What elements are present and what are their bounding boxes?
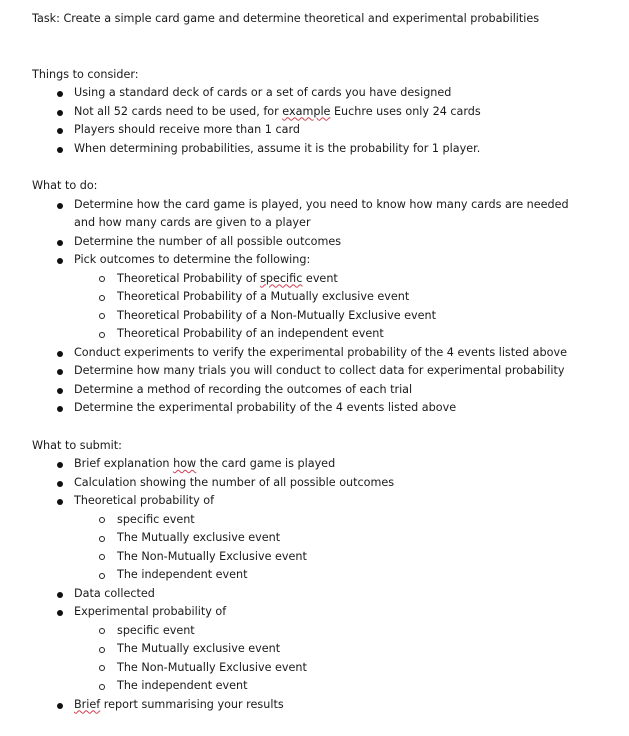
todo-subitem: Theoretical Probability of an independent event: [32, 325, 592, 344]
consider-item: Not all 52 cards need to be used, for example Euchre uses only 24 cards: [32, 103, 592, 122]
consider-item: When determining probabilities, assume it is the probability for 1 player.: [32, 140, 592, 159]
submit-item: Brief explanation how the card game is played: [32, 455, 592, 474]
theoretical-subitem: The independent event: [32, 566, 592, 585]
consider-list: [32, 84, 592, 158]
theoretical-subitem: The Non-Mutually Exclusive event: [32, 548, 592, 567]
document-body: [32, 10, 592, 714]
task-line: Task: Create a simple card game and determine theoretical and experimental probabilities: [32, 12, 540, 25]
experimental-subitem: The Mutually exclusive event: [32, 640, 592, 659]
experimental-subitem: The Non-Mutually Exclusive event: [32, 659, 592, 678]
todo-item: Determine the number of all possible outcomes: [32, 233, 592, 252]
theoretical-subitem: specific event: [32, 511, 592, 530]
theoretical-subitem: The Mutually exclusive event: [32, 529, 592, 548]
consider-heading: Things to consider:: [32, 67, 139, 81]
consider-item: Using a standard deck of cards or a set of cards you have designed: [32, 84, 592, 103]
todo-heading: What to do:: [32, 179, 98, 192]
todo-item: Conduct experiments to verify the experimental probability of the 4 events listed above: [32, 344, 592, 363]
spellcheck-word: how: [173, 457, 197, 470]
todo-item: Determine a method of recording the outcomes of each trial: [32, 381, 592, 400]
submit-item: Theoretical probability of: [32, 492, 592, 511]
experimental-subitem: The independent event: [32, 677, 592, 696]
experimental-subitem: specific event: [32, 622, 592, 641]
todo-item: Determine how many trials you will conduct to collect data for experimental probability: [32, 362, 592, 381]
submit-list: [32, 455, 592, 714]
todo-list: [32, 196, 592, 418]
submit-heading: What to submit:: [32, 438, 122, 452]
submit-item: Calculation showing the number of all possible outcomes: [32, 474, 592, 493]
consider-item: Players should receive more than 1 card: [32, 121, 592, 140]
todo-subitem: Theoretical Probability of a Non-Mutually Exclusive event: [32, 307, 592, 326]
submit-item: Experimental probability of: [32, 603, 592, 622]
spellcheck-word: Brief: [74, 697, 101, 711]
todo-item: Determine how the card game is played, you need to know how many cards are needed and how many cards are given to a player: [32, 196, 579, 233]
submit-item: Brief report summarising your results: [32, 696, 592, 715]
todo-item: Pick outcomes to determine the following:: [32, 251, 592, 270]
todo-subitem: Theoretical Probability of a Mutually exclusive event: [32, 288, 592, 307]
submit-item: Data collected: [32, 585, 592, 604]
spellcheck-word: example: [282, 104, 331, 118]
spellcheck-word: specific: [260, 271, 303, 285]
todo-subitem: Theoretical Probability of specific event: [32, 270, 592, 289]
todo-item: Determine the experimental probability of the 4 events listed above: [32, 399, 592, 418]
